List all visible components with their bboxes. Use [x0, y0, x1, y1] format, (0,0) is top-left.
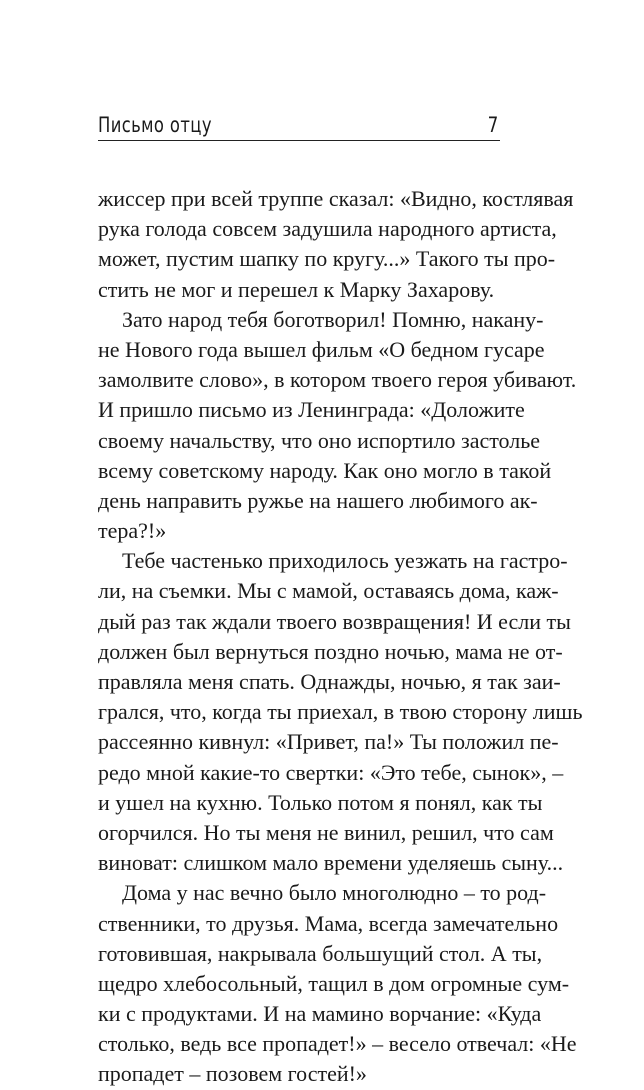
running-head — [98, 111, 500, 139]
text-line: правляла меня спать. Однажды, ночью, я так заи- — [98, 669, 561, 694]
paragraph-first-line: Зато народ тебя боготворил! Помню, накану- — [122, 306, 544, 332]
text-line: тера?!» — [98, 518, 167, 544]
text-line: должен был вернуться поздно ночью, мама не от- — [98, 638, 563, 664]
text-line: щедро хлебосольный, тащил в дом огромные сум- — [98, 970, 570, 996]
text-line: день направить ружье на нашего любимого ак- — [98, 487, 538, 513]
text-line: дый раз так ждали твоего возвращения! И если ты — [98, 608, 571, 634]
text-line: жиссер при всей труппе сказал: «Видно, костлявая — [98, 186, 574, 211]
text-line: виноват: слишком мало времени уделяешь сыну... — [98, 850, 564, 876]
running-title: Письмо отцу — [98, 113, 212, 137]
text-line: готовившая, накрывала большущий стол. А ты, — [98, 940, 543, 966]
body-text — [98, 184, 583, 1090]
paragraph-first-line: Тебе частенько приходилось уезжать на гастро- — [122, 548, 568, 574]
text-line: своему начальству, что оно испортило застолье — [98, 427, 541, 453]
text-line: грался, что, когда ты приехал, в твою сторону лишь — [98, 699, 583, 725]
text-line: ственники, то друзья. Мама, всегда замечательно — [98, 910, 559, 936]
text-line: и ушел на кухню. Только потом я понял, как ты — [98, 789, 543, 815]
text-line: столько, ведь все пропадет!» – весело отвечал: «Не — [98, 1031, 577, 1057]
header-divider — [98, 140, 500, 141]
paragraph-first-line: Дома у нас вечно было многолюдно – то род- — [122, 880, 547, 906]
text-line: редо мной какие-то свертки: «Это тебе, сынок», – — [98, 759, 564, 785]
page-number: 7 — [487, 113, 498, 137]
text-line: пропадет – позовем гостей!» — [98, 1061, 367, 1087]
text-line: не Нового года вышел фильм «О бедном гусаре — [98, 336, 545, 362]
text-line: ли, на съемки. Мы с мамой, оставаясь дома, каж- — [98, 578, 559, 604]
text-line: огорчился. Но ты меня не винил, решил, что сам — [98, 819, 554, 845]
text-line: всему советскому народу. Как оно могло в такой — [98, 457, 552, 483]
text-line: ки с продуктами. И на мамино ворчание: «Куда — [98, 1001, 542, 1027]
text-line: рука голода совсем задушила народного артиста, — [98, 216, 557, 242]
text-line: стить не мог и перешел к Марку Захарову. — [98, 276, 495, 302]
text-line: может, пустим шапку по кругу...» Такого ты про- — [98, 246, 556, 272]
text-line: замолвите слово», в котором твоего героя убивают. — [98, 367, 577, 393]
text-line: И пришло письмо из Ленинграда: «Доложите — [98, 397, 525, 423]
text-line: рассеянно кивнул: «Привет, па!» Ты положил пе- — [98, 729, 559, 755]
